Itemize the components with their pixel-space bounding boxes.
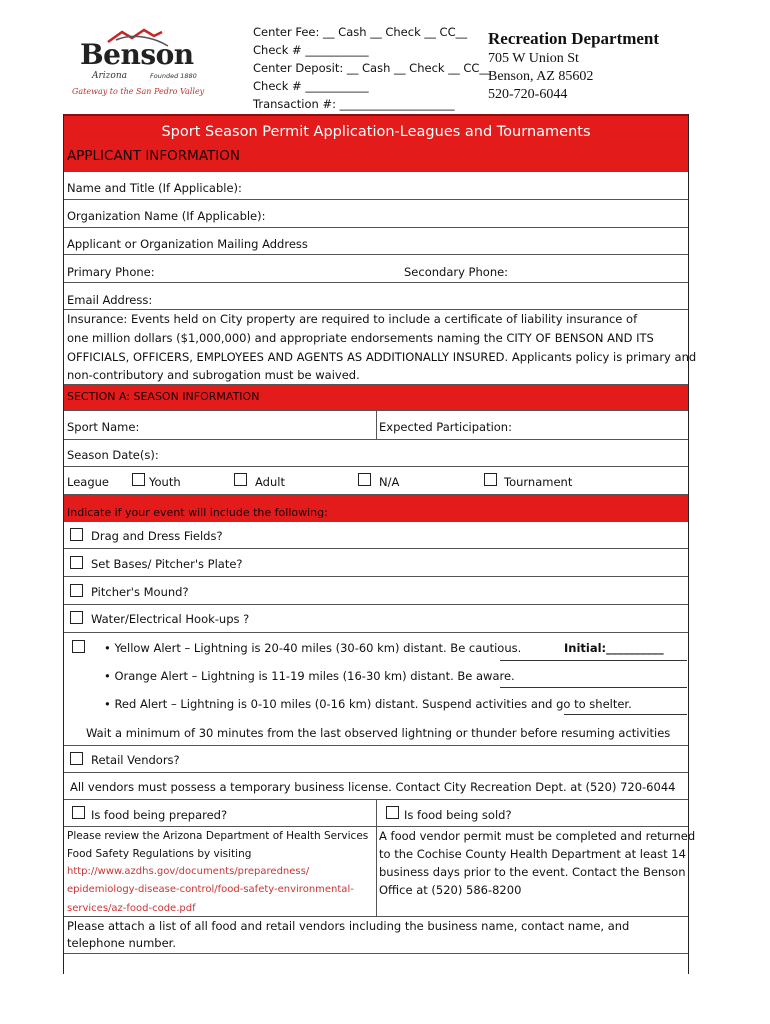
name-title-field[interactable]: Name and Title (If Applicable): [64,171,688,199]
phone-row [64,254,688,282]
transaction-number-line[interactable]: Transaction #: ____________________ [253,97,455,111]
sport-row [64,410,688,439]
water-electrical-checkbox[interactable] [70,611,83,624]
logo-tagline: Gateway to the San Pedro Valley [72,87,205,96]
dept-block [488,28,659,104]
na-checkbox[interactable] [358,473,371,486]
expected-participation-field[interactable]: Expected Participation: [379,420,512,434]
food-prepared-checkbox[interactable] [72,806,85,819]
initial-field[interactable]: Initial:__________ [564,641,664,655]
insurance-text: Insurance: Events held on City property are required to include a certificate of liability insurance of one million dollars ($1,000,000) and appropriate endorsements naming the CITY OF BENSON AND ITS OFFICIALS, OFFICERS, EMPLOYEES AND AGENTS AS ADDITIONALLY INSURED. Applicants policy is primary and non-contributory and subrogation must be waived. [64,309,688,384]
logo-state: Arizona [92,71,128,81]
fee-block [253,23,491,113]
vendors-license-row: All vendors must possess a temporary business license. Contact City Recreation Dept. at (520) 720-6044 [64,772,688,799]
set-bases-row: Set Bases/ Pitcher's Plate? [64,548,688,576]
secondary-phone-field[interactable]: Secondary Phone: [404,265,509,279]
section-a-header: SECTION A: SEASON INFORMATION [64,384,688,410]
center-deposit-line[interactable]: Center Deposit: __ Cash __ Check __ CC__ [253,61,491,75]
retail-vendors-checkbox[interactable] [70,752,83,765]
tournament-checkbox[interactable] [484,473,497,486]
pitchers-mound-checkbox[interactable] [70,584,83,597]
applicant-header: APPLICANT INFORMATION [64,142,688,171]
attach-list-row: Please attach a list of all food and retail vendors including the business name, contact name, and telephone number. [64,916,688,954]
food-sold-checkbox[interactable] [386,806,399,819]
organization-name-field[interactable]: Organization Name (If Applicable): [64,199,688,227]
lightning-checkbox[interactable] [72,640,85,653]
permit-form [63,114,697,974]
form-title: Sport Season Permit Application-Leagues and Tournaments [64,114,688,142]
primary-phone-field[interactable]: Primary Phone: [67,265,155,279]
dept-city: Benson, AZ 85602 [488,69,594,84]
logo-founded: Founded 1880 [150,72,197,80]
sport-name-field[interactable]: Sport Name: [67,420,140,434]
water-electrical-row: Water/Electrical Hook-ups ? [64,604,688,632]
benson-logo [70,24,205,104]
dept-phone: 520-720-6044 [488,87,568,102]
retail-vendors-row: Retail Vendors? [64,745,688,772]
league-row: League Youth Adult N/A Tournament [64,466,688,494]
food-row: Is food being prepared? Is food being sold? [64,799,688,826]
set-bases-checkbox[interactable] [70,556,83,569]
center-fee-line[interactable]: Center Fee: __ Cash __ Check __ CC__ [253,25,468,39]
pitchers-mound-row: Pitcher's Mound? [64,576,688,604]
az-food-code-link-1[interactable]: http://www.azdhs.gov/documents/preparedness/ [67,866,310,877]
az-food-code-link-2[interactable]: epidemiology-disease-control/food-safety-environmental- [67,884,354,895]
adult-checkbox[interactable] [234,473,247,486]
indicate-header: Indicate if your event will include the following: [64,494,688,521]
lightning-block: • Yellow Alert – Lightning is 20-40 miles (30-60 km) distant. Be cautious. Initial:__________ • Orange Alert – Lightning is 11-19 miles (16-30 km) distant. Be aware. • Red Alert – Lightning is 0-10 miles (0-16 km) distant. Suspend activities and go to shelter. Wait a minimum of 30 minutes from the last observed lightning or thunder before resuming activities [64,632,688,745]
dept-title: Recreation Department [488,29,660,48]
food-info-row: Please review the Arizona Department of Health Services Food Safety Regulations by visiting http://www.azdhs.gov/documents/preparedness/ epidemiology-disease-control/food-safety-environmental- services/az-food-code.pdf A food vendor permit must be completed and returned to the Cochise County Health Department at least 14 business days prior to the event. Contact the Benson Office at (520) 586-8200 [64,826,688,916]
drag-fields-row: Drag and Dress Fields? [64,521,688,548]
check-number-line[interactable]: Check # ___________ [253,43,369,57]
logo-name: Benson [80,38,194,71]
mailing-address-field[interactable]: Applicant or Organization Mailing Address [64,227,688,254]
dept-address: 705 W Union St [488,51,579,66]
drag-fields-checkbox[interactable] [70,528,83,541]
email-field[interactable]: Email Address: [64,282,688,309]
youth-checkbox[interactable] [132,473,145,486]
az-food-code-link-3[interactable]: services/az-food-code.pdf [67,903,196,914]
deposit-check-number-line[interactable]: Check # ___________ [253,79,369,93]
season-dates-field[interactable]: Season Date(s): [64,439,688,466]
